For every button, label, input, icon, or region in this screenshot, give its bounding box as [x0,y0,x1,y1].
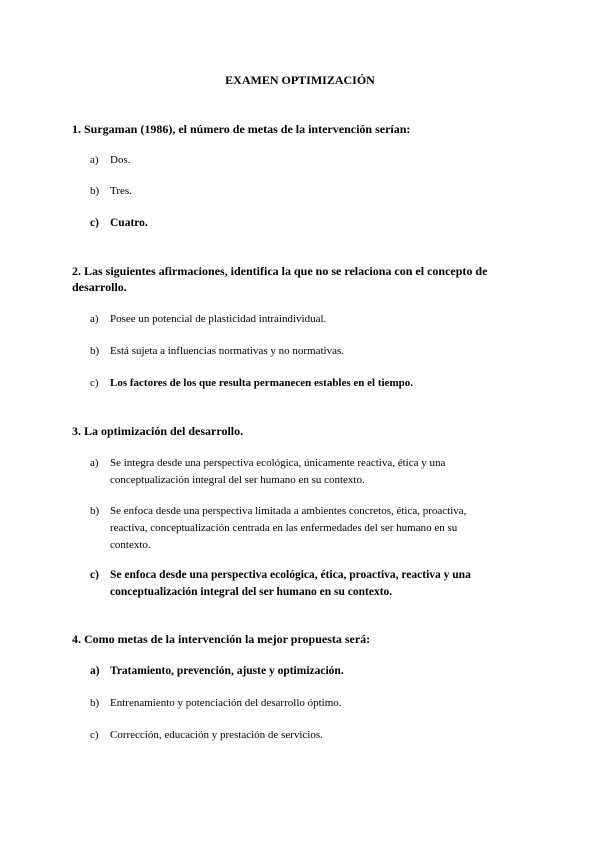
question-4: 4. Como metas de la intervención la mejor propuesta será: [72,632,371,646]
question-2-option-c-correct [90,375,500,392]
option-text: Tratamiento, prevención, ajuste y optimización. [110,665,344,677]
option-label: a) [90,665,100,677]
question-4-option-c [90,727,500,744]
question-2-option-b [90,343,500,360]
question-1: 1. Surgaman (1986), el número de metas de la intervención serían: [72,122,411,136]
option-label: a) [90,154,99,166]
question-3-option-c-correct [90,567,500,601]
exam-title: EXAMEN OPTIMIZACIÓN [225,73,375,87]
question-2: 2. Las siguientes afirmaciones, identifica la que no se relaciona con el concepto de desarrollo. [72,264,488,294]
option-text: Cuatro. [110,217,148,229]
question-3-option-a [90,455,500,489]
option-text: Los factores de los que resulta permanecen estables en el tiempo. [110,377,413,389]
option-label: b) [90,185,100,197]
option-label: b) [90,345,100,357]
question-3: 3. La optimización del desarrollo. [72,424,244,438]
question-1-option-b [90,183,500,200]
question-1-option-c-correct [90,215,500,232]
option-label: c) [90,729,99,741]
question-1-option-a [90,152,500,169]
question-3-option-b [90,503,500,554]
option-label: c) [90,217,99,229]
option-text: Se integra desde una perspectiva ecológica, únicamente reactiva, ética y una conceptualización integral del ser humano en su contexto. [110,457,446,486]
question-4-option-b [90,695,500,712]
option-label: b) [90,697,100,709]
option-label: c) [90,377,99,389]
option-text: Se enfoca desde una perspectiva ecológica, ética, proactiva, reactiva y una conceptualización integral del ser humano en su contexto. [110,569,471,598]
question-4-option-a-correct [90,663,500,680]
option-text: Corrección, educación y prestación de servicios. [110,729,323,741]
option-text: Dos. [110,154,131,166]
option-text: Tres. [110,185,132,197]
option-text: Entrenamiento y potenciación del desarrollo óptimo. [110,697,342,709]
question-2-option-a [90,311,500,328]
option-text: Está sujeta a influencias normativas y no normativas. [110,345,344,357]
option-label: a) [90,313,99,325]
option-label: a) [90,457,99,469]
option-text: Posee un potencial de plasticidad intraindividual. [110,313,327,325]
option-text: Se enfoca desde una perspectiva limitada a ambientes concretos, ética, proactiva, reactiva, conceptualización centrada en las enfermedades del ser humano en su contexto. [110,505,467,551]
option-label: b) [90,505,100,517]
option-label: c) [90,569,99,581]
